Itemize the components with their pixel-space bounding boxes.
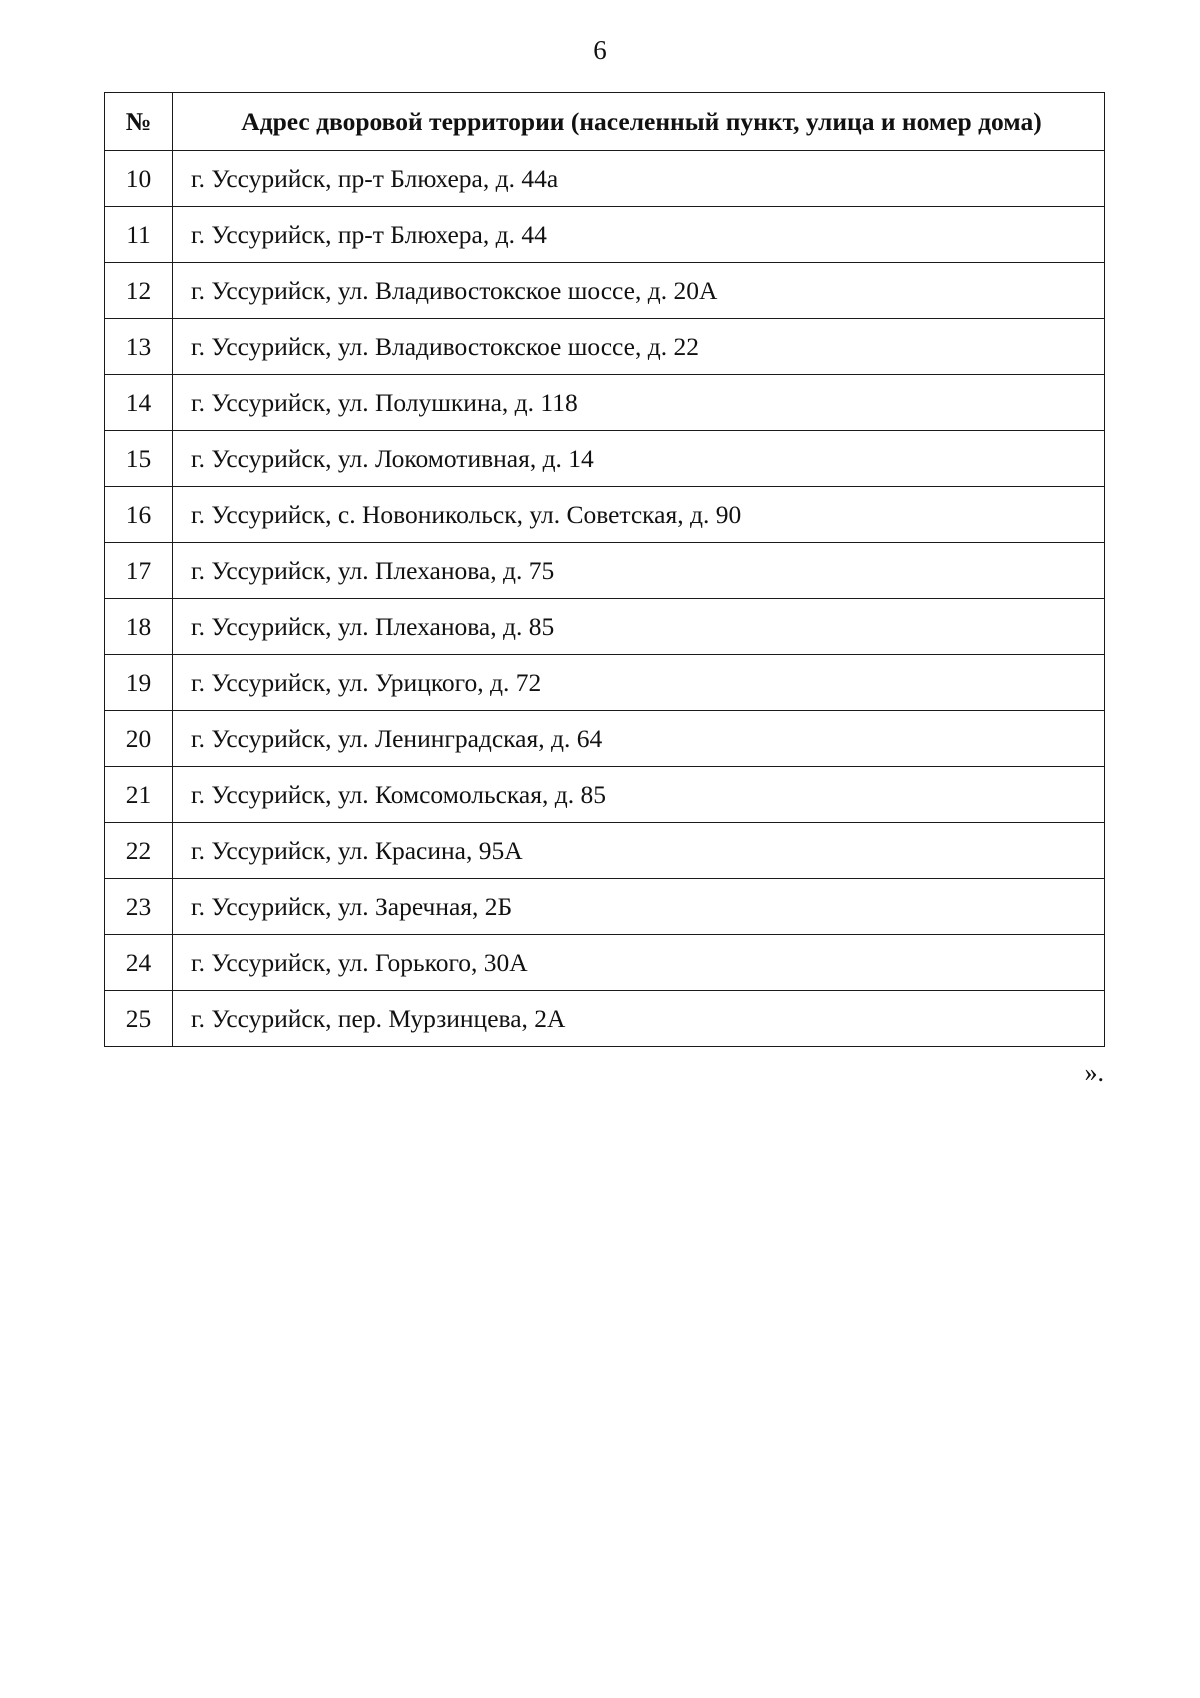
row-address: г. Уссурийск, ул. Ленинградская, д. 64 [173,711,1105,767]
row-number: 25 [105,991,173,1047]
table-row [105,991,1105,1047]
address-table [104,92,1105,1047]
row-number: 20 [105,711,173,767]
table-row [105,151,1105,207]
table-row [105,935,1105,991]
row-number: 11 [105,207,173,263]
row-number: 14 [105,375,173,431]
row-number: 23 [105,879,173,935]
row-address: г. Уссурийск, ул. Красина, 95А [173,823,1105,879]
row-number: 18 [105,599,173,655]
row-address: г. Уссурийск, ул. Заречная, 2Б [173,879,1105,935]
row-address: г. Уссурийск, пр-т Блюхера, д. 44а [173,151,1105,207]
table-row [105,767,1105,823]
column-header-address: Адрес дворовой территории (населенный пункт, улица и номер дома) [173,93,1105,151]
table-row [105,711,1105,767]
row-address: г. Уссурийск, ул. Горького, 30А [173,935,1105,991]
row-address: г. Уссурийск, с. Новоникольск, ул. Советская, д. 90 [173,487,1105,543]
row-number: 16 [105,487,173,543]
table-row [105,319,1105,375]
row-address: г. Уссурийск, ул. Владивостокское шоссе, д. 20А [173,263,1105,319]
closing-quote-mark: ». [1084,1058,1104,1087]
row-number: 24 [105,935,173,991]
row-number: 10 [105,151,173,207]
row-address: г. Уссурийск, ул. Полушкина, д. 118 [173,375,1105,431]
row-address: г. Уссурийск, ул. Комсомольская, д. 85 [173,767,1105,823]
column-header-number: № [105,93,173,151]
table-row [105,879,1105,935]
table-header-row [105,93,1105,151]
table-row [105,543,1105,599]
row-number: 22 [105,823,173,879]
table-row [105,599,1105,655]
table-row [105,263,1105,319]
row-number: 19 [105,655,173,711]
table-row [105,487,1105,543]
row-number: 17 [105,543,173,599]
table-row [105,431,1105,487]
row-address: г. Уссурийск, ул. Плеханова, д. 75 [173,543,1105,599]
row-address: г. Уссурийск, ул. Локомотивная, д. 14 [173,431,1105,487]
row-number: 12 [105,263,173,319]
table-row [105,823,1105,879]
table-row [105,375,1105,431]
row-address: г. Уссурийск, ул. Плеханова, д. 85 [173,599,1105,655]
row-address: г. Уссурийск, пер. Мурзинцева, 2А [173,991,1105,1047]
row-number: 21 [105,767,173,823]
row-address: г. Уссурийск, ул. Урицкого, д. 72 [173,655,1105,711]
page-number: 6 [593,35,607,65]
row-number: 13 [105,319,173,375]
table-row [105,655,1105,711]
row-number: 15 [105,431,173,487]
table-row [105,207,1105,263]
row-address: г. Уссурийск, ул. Владивостокское шоссе, д. 22 [173,319,1105,375]
row-address: г. Уссурийск, пр-т Блюхера, д. 44 [173,207,1105,263]
